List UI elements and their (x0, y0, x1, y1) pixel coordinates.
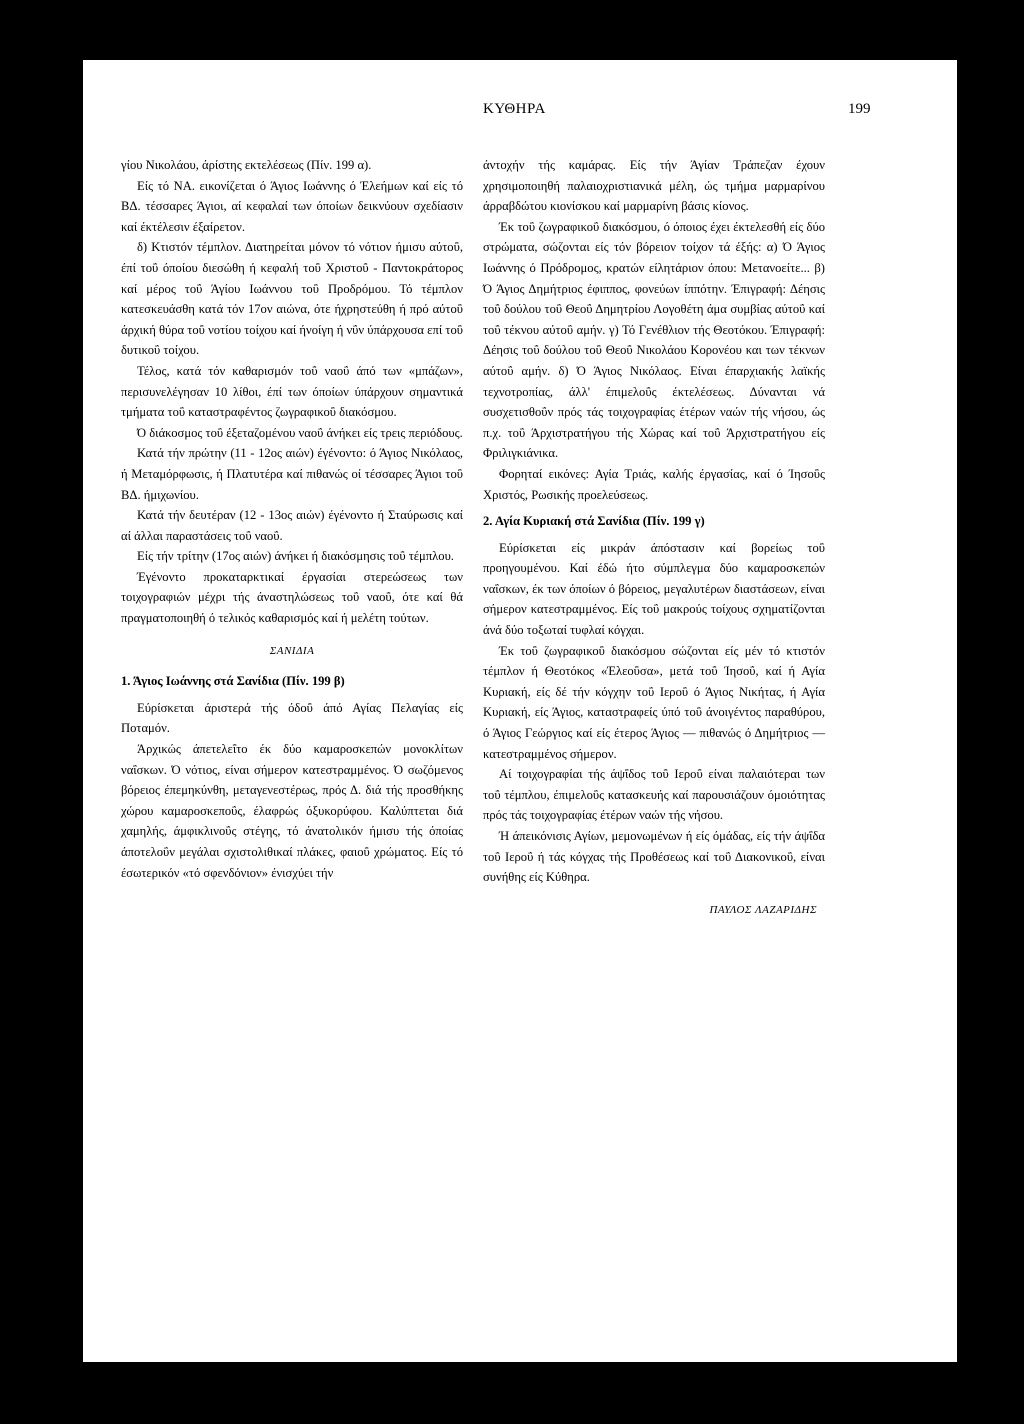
paragraph: Εύρίσκεται άριστερά τής όδοΰ άπό Αγίας Πελαγίας είς Ποταμόν. (121, 700, 463, 736)
paragraph: Είς τήν τρίτην (17ος αιών) άνήκει ή διακόσμησις τοΰ τέμπλου. (137, 549, 454, 564)
running-header-title: ΚΥΘΗΡΑ (483, 101, 546, 117)
paragraph: Έκ τοΰ ζωγραφικοΰ διακόσμου, ό όποιος έχει έκτελεσθή είς δύο στρώματα, σώζονται είς τόν βόρειον τοίχον τά έξής: α) Ό Άγιος Ιωάννης ό Πρόδρομος, κρατών είλητάριον όπου: Μετανοείτε... β) Ό Άγιος Δημήτριος έφιππος, φονεύων ίππότην. Έπιγραφή: Δέησις τοΰ δούλου τοΰ Θεοΰ Δημητρίου Λογοθέτη άμα συμβίας αύτοΰ καί τοΰ τέκνου αύτοΰ αμήν. γ) Τό Γενέθλιον τής Θεοτόκου. Έπιγραφή: Δέησις τοΰ δούλου τοΰ Θεοΰ Νικολάου Κορονέου και των τέκνων αύτοΰ αμήν. δ) Ό Άγιος Νικόλαος. Είναι έπαρχιακής λαϊκής τεχνοτροπίας, άλλ' έπιμελοΰς έκτελέσεως. Δύνανται νά συσχετισθοΰν πρός τάς τοιχογραφίας έτέρων ναών τής νήσου, ώς π.χ. τοΰ Άρχιστρατήγου τής Χώρας καί τοΰ Άρχιστρατήγου είς Φριλιγκιάνικα. (483, 219, 825, 461)
paragraph: Ό διάκοσμος τοΰ έξεταζομένου ναοΰ άνήκει είς τρεις περιόδους. (137, 425, 463, 440)
paragraph: Είς τό ΝΑ. εικονίζεται ό Άγιος Ιωάννης ό Έλεήμων καί είς τό ΒΔ. τέσσαρες Άγιοι, αί κεφαλαί των όποίων δεικνύουν σχεδίασιν καί έκτέλεσιν έξαίρετον. (121, 178, 463, 234)
paragraph: Έγένοντο προκαταρκτικαί έργασίαι στερεώσεως των τοιχογραφιών μέχρι τής άναστηλώσεως τοΰ ναοΰ, ότε καί θά πραγματοποιηθή ό τελικός καθαρισμός καί ή μελέτη τούτων. (121, 569, 463, 626)
right-column (483, 155, 825, 920)
paragraph: Κατά τήν δευτέραν (12 - 13ος αιών) έγένοντο ή Σταύρωσις καί αί άλλαι παραστάσεις τοΰ ναοΰ. (121, 508, 463, 543)
paragraph: Ή άπεικόνισις Αγίων, μεμονωμένων ή είς όμάδας, είς τήν άψΐδα τοΰ Ιεροΰ ή τάς κόγχας τής Προθέσεως καί τοΰ Διακονικοΰ, είναι συνήθης είς Κύθηρα. (483, 829, 825, 885)
left-column (121, 155, 463, 883)
paragraph: Αί τοιχογραφίαι τής άψΐδος τοΰ Ιεροΰ είναι παλαιότεραι των τοΰ τέμπλου, έπιμελοΰς κατασκευής καί παρουσιάζουν όμοιότητας πρός τάς τοιχογραφίας έτέρων ναών τής νήσου. (483, 767, 825, 823)
paragraph: Τέλος, κατά τόν καθαρισμόν τοΰ ναοΰ άπό των «μπάζων», περισυνελέγησαν 10 λίθοι, έπί των όποίων ύπάρχουν σημαντικά τμήματα τοΰ καταστραφέντος ζωγραφικοΰ διακόσμου. (121, 363, 463, 420)
paragraph: Έκ τοΰ ζωγραφικοΰ διακόσμου σώζονται είς μέν τό κτιστόν τέμπλον ή Θεοτόκος «Έλεοΰσα», μετά τοΰ Ίησοΰ, καί ή Αγία Κυριακή, είς δέ τήν κόγχην τοΰ Ιεροΰ ό Άγιος Νικήτας, ή Αγία Κυριακή, είς Άγιος, καταστραφείς ύπό τοΰ άνοιγέντος παραθύρου, ό Άγιος Γεώργιος καί είς έτερος Άγιος — πιθανώς ό Δημήτριος — κατεστραμμένος σήμερον. (483, 643, 825, 761)
document-page (83, 60, 957, 1362)
paragraph: Κατά τήν πρώτην (11 - 12ος αιών) έγένοντο: ό Άγιος Νικόλαος, ή Μεταμόρφωσις, ή Πλατυτέρα καί πιθανώς οί τέσσαρες Άγιοι τοΰ ΒΔ. ήμιχωνίου. (121, 446, 463, 502)
paragraph: Φορηταί εικόνες: Αγία Τριάς, καλής έργασίας, καί ό Ίησοΰς Χριστός, Ρωσικής προελεύσεως. (483, 466, 825, 502)
page-number: 199 (848, 101, 871, 117)
paragraph: δ) Κτιστόν τέμπλον. Διατηρείται μόνον τό νότιον ήμισυ αύτοΰ, έπί τοΰ όποίου διεσώθη ή κεφαλή τοΰ Χριστοΰ - Παντοκράτορος καί μέρος τοΰ Άγίου Ιωάννου τοΰ Προδρόμου. Τό τέμπλον κατεσκευάσθη κατά τόν 17ον αιώνα, ότε ήχρηστεύθη ή πρό αύτοΰ άρχική θύρα τοΰ νοτίου τοίχου καί ήνοίγη ή νΰν ύπάρχουσα επί τοΰ δυτικοΰ τοίχου. (121, 240, 463, 358)
heading-agia-kyriaki: 2. Αγία Κυριακή στά Σανίδια (Πίν. 199 γ) (483, 514, 705, 529)
author-signature: ΠΑΥΛΟΣ ΛΑΖΑΡΙΔΗΣ (709, 903, 817, 916)
paragraph: Άρχικώς άπετελεΐτο έκ δύο καμαροσκεπών μονοκλίτων ναΐσκων. Ό νότιος, είναι σήμερον κατεστραμμένος. Ό σωζόμενος βόρειος έπεμηκύνθη, μεταγενεστέρως, πρός Δ. διά τής προσθήκης χώρου καμαροσκεποΰς, έλαφρώς όξυκορύφου. Καλύπτεται διά χαμηλής, άμφικλινοΰς στέγης, τό άνατολικόν ήμισυ τής όποίας άποτελοΰν μεγάλαι σχιστολιθικαί πλάκες, φαιοΰ χρώματος. Είς τό έσωτερικόν «τό σφενδόνιον» ένισχύει τήν (121, 742, 463, 880)
heading-agios-ioannis: 1. Άγιος Ιωάννης στά Σανίδια (Πίν. 199 β) (121, 674, 345, 689)
paragraph: γίου Νικολάου, άρίστης εκτελέσεως (Πίν. 199 α). (121, 158, 372, 172)
paragraph: άντοχήν τής καμάρας. Είς τήν Άγίαν Τράπεζαν έχουν χρησιμοποιηθή παλαιοχριστιανικά μέλη, ώς τμήμα μαρμαρίνου άρραβδώτου κιονίσκου καί μαρμαρίνη βάσις κίονος. (483, 158, 825, 214)
section-title: ΣΑΝΙΔΙΑ (269, 644, 315, 657)
paragraph: Εύρίσκεται είς μικράν άπόστασιν καί βορείως τοΰ προηγουμένου. Καί έδώ ήτο σύμπλεγμα δύο καμαροσκεπών ναΐσκων, έκ των όποίων ό βόρειος, μεγαλυτέρων διαστάσεων, είναι σήμερον κατεστραμμένος. Είς τοΰ μακρούς τοίχους σχηματίζονται άνά δύο τοξωταί τυφλαί κόγχαι. (483, 540, 825, 638)
